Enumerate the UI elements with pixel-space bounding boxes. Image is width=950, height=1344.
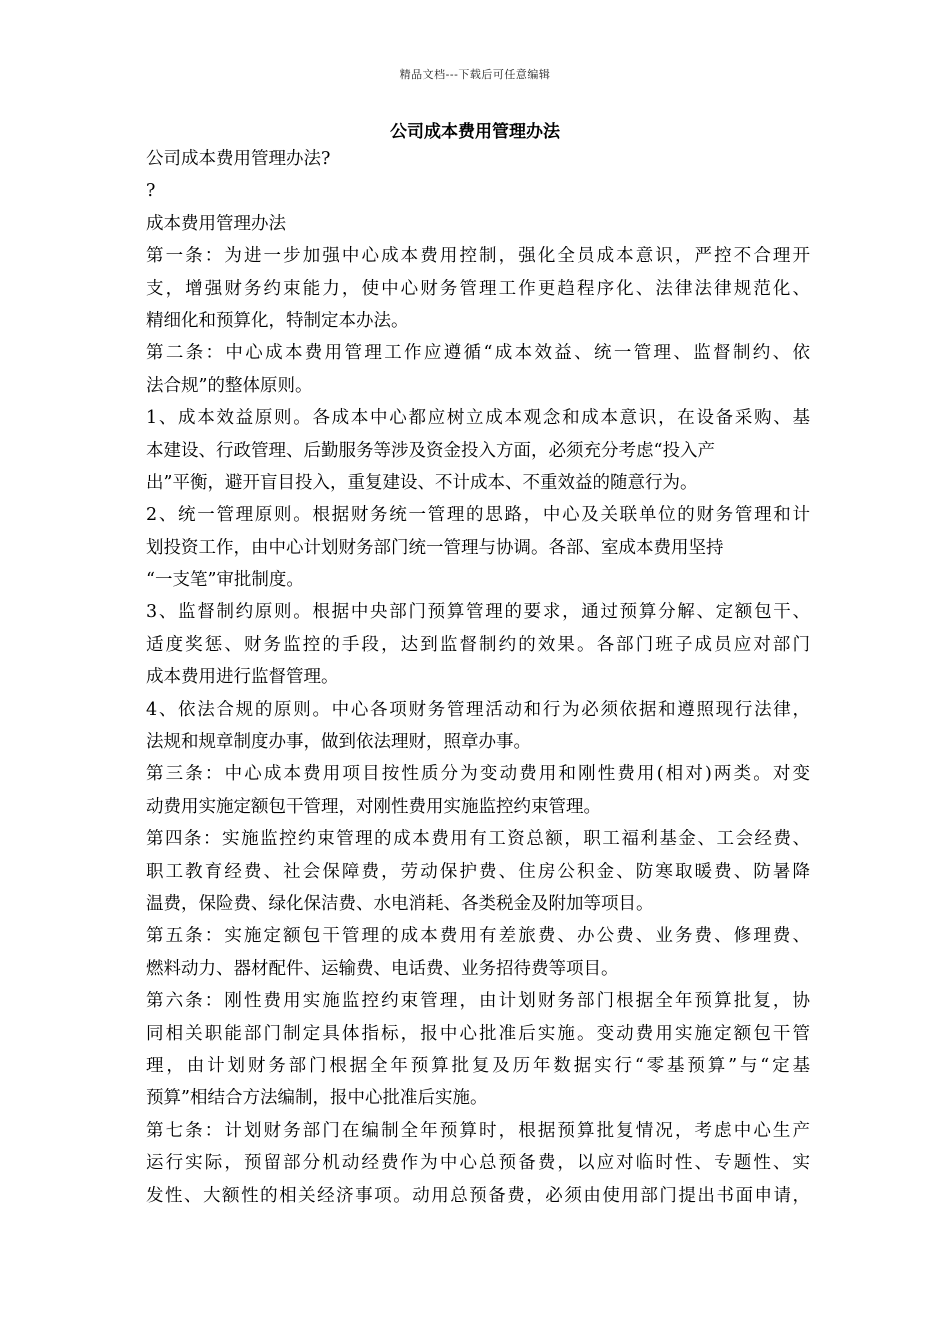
text-line: 法合规”的整体原则。 bbox=[146, 375, 313, 396]
text-line: 第二条：中心成本费用管理工作应遵循“成本效益、统一管理、监督制约、依 bbox=[146, 343, 810, 364]
text-line: 同相关职能部门制定具体指标，报中心批准后实施。变动费用实施定额包干管 bbox=[146, 1023, 810, 1044]
text-line: 成本费用进行监督管理。 bbox=[146, 667, 339, 688]
text-line: 支，增强财务约束能力，使中心财务管理工作更趋程序化、法律法律规范化、 bbox=[146, 278, 810, 299]
text-line: 第三条：中心成本费用项目按性质分为变动费用和刚性费用(相对)两类。对变 bbox=[146, 764, 810, 785]
text-line: ? bbox=[146, 181, 156, 202]
text-line: 职工教育经费、社会保障费，劳动保护费、住房公积金、防寒取暖费、防暑降 bbox=[146, 861, 810, 882]
text-line: 第七条：计划财务部门在编制全年预算时，根据预算批复情况，考虑中心生产 bbox=[146, 1120, 810, 1141]
text-line: 出”平衡，避开盲目投入，重复建设、不计成本、不重效益的随意行为。 bbox=[146, 472, 698, 493]
text-line: 2、统一管理原则。根据财务统一管理的思路，中心及关联单位的财务管理和计 bbox=[146, 505, 810, 526]
document-title: 公司成本费用管理办法 bbox=[390, 122, 560, 142]
text-line: 发性、大额性的相关经济事项。动用总预备费，必须由使用部门提出书面申请， bbox=[146, 1185, 810, 1206]
text-line: 成本费用管理办法 bbox=[146, 213, 286, 234]
text-line: 第一条：为进一步加强中心成本费用控制，强化全员成本意识，严控不合理开 bbox=[146, 246, 810, 267]
text-line: “一支笔”审批制度。 bbox=[146, 570, 304, 591]
text-line: 动费用实施定额包干管理，对刚性费用实施监控约束管理。 bbox=[146, 796, 601, 817]
document-body bbox=[146, 143, 810, 1212]
text-line: 预算”相结合方法编制，报中心批准后实施。 bbox=[146, 1088, 488, 1109]
text-line: 1、成本效益原则。各成本中心都应树立成本观念和成本意识，在设备采购、基 bbox=[146, 408, 810, 429]
text-line: 3、监督制约原则。根据中央部门预算管理的要求，通过预算分解、定额包干、 bbox=[146, 602, 810, 623]
text-line: 精细化和预算化，特制定本办法。 bbox=[146, 310, 409, 331]
text-line: 第五条：实施定额包干管理的成本费用有差旅费、办公费、业务费、修理费、 bbox=[146, 926, 810, 947]
text-line: 燃料动力、器材配件、运输费、电话费、业务招待费等项目。 bbox=[146, 958, 619, 979]
text-line: 温费，保险费、绿化保洁费、水电消耗、各类税金及附加等项目。 bbox=[146, 893, 654, 914]
text-line: 理，由计划财务部门根据全年预算批复及历年数据实行“零基预算”与“定基 bbox=[146, 1055, 810, 1076]
text-line: 第四条：实施监控约束管理的成本费用有工资总额，职工福利基金、工会经费、 bbox=[146, 829, 810, 850]
text-line: 本建设、行政管理、后勤服务等涉及资金投入方面，必须充分考虑“投入产 bbox=[146, 440, 715, 461]
text-line: 适度奖惩、财务监控的手段，达到监督制约的效果。各部门班子成员应对部门 bbox=[146, 634, 810, 655]
text-line: 公司成本费用管理办法? bbox=[146, 149, 331, 169]
text-line: 第六条：刚性费用实施监控约束管理，由计划财务部门根据全年预算批复，协 bbox=[146, 991, 810, 1012]
text-line: 划投资工作，由中心计划财务部门统一管理与协调。各部、室成本费用坚持 bbox=[146, 537, 724, 558]
text-line: 运行实际，预留部分机动经费作为中心总预备费，以应对临时性、专题性、实 bbox=[146, 1153, 810, 1174]
text-line: 法规和规章制度办事，做到依法理财，照章办事。 bbox=[146, 732, 531, 753]
text-line: 4、依法合规的原则。中心各项财务管理活动和行为必须依据和遵照现行法律， bbox=[146, 699, 810, 720]
header-note: 精品文档---下载后可任意编辑 bbox=[399, 68, 551, 81]
